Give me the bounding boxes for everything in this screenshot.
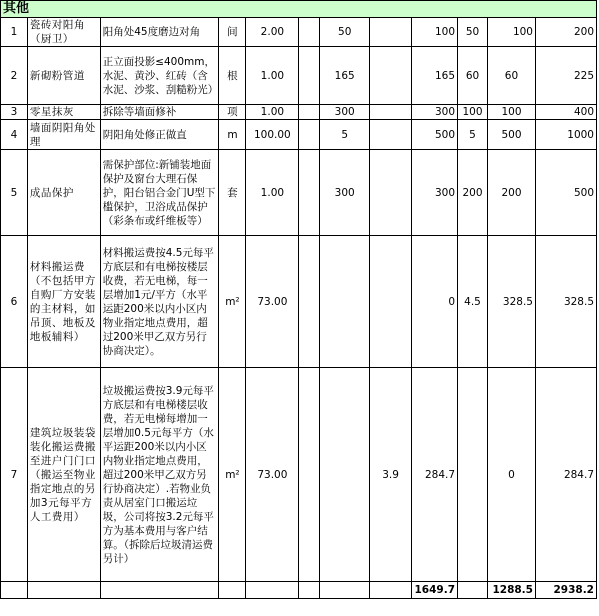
item-quantity: 73.00 — [246, 236, 299, 368]
item-quantity: 1.00 — [246, 150, 299, 236]
item-unit: 项 — [219, 105, 246, 120]
item-name: 瓷砖对阳角（厨卫） — [27, 18, 100, 47]
cell — [458, 368, 488, 582]
item-description: 拆除等墙面修补 — [100, 105, 219, 120]
table-row — [1, 120, 597, 150]
cell: 165 — [320, 47, 370, 105]
cell: 200 — [488, 150, 536, 236]
cell: 500 — [488, 120, 536, 150]
cell — [299, 47, 320, 105]
item-unit: 根 — [219, 47, 246, 105]
cell: 60 — [488, 47, 536, 105]
cell — [320, 236, 370, 368]
row-number: 3 — [1, 105, 28, 120]
table-row — [1, 18, 597, 47]
cell — [370, 120, 412, 150]
item-name: 建筑垃圾装袋装化搬运费搬至进户门门口（搬运至物业指定地点的另加3元每平方人工费用） — [27, 368, 100, 582]
row-number: 1 — [1, 18, 28, 47]
item-description: 需保护部位:新铺装地面保护及窗台大理石保护，阳台铝合金门U型下槛保护，卫浴成品保护（彩条布或纤维板等） — [100, 150, 219, 236]
cell — [299, 368, 320, 582]
row-number: 2 — [1, 47, 28, 105]
cell — [370, 47, 412, 105]
cell: 200 — [535, 18, 596, 47]
item-description: 正立面投影≤400mm，水泥、黄沙、红砖（含水泥、沙浆、刮糙粉光） — [100, 47, 219, 105]
cell — [299, 236, 320, 368]
cell: 165 — [412, 47, 458, 105]
cell — [100, 582, 219, 599]
cell — [299, 120, 320, 150]
cell: 60 — [458, 47, 488, 105]
item-name: 新砌粉管道 — [27, 47, 100, 105]
item-unit: m² — [219, 368, 246, 582]
table-row — [1, 368, 597, 582]
item-unit: m — [219, 120, 246, 150]
item-quantity: 1.00 — [246, 105, 299, 120]
cell: 300 — [412, 150, 458, 236]
cell: 200 — [458, 150, 488, 236]
row-number: 6 — [1, 236, 28, 368]
cell: 50 — [320, 18, 370, 47]
item-name: 材料搬运费（不包括甲方自购厂方安装的主材料，如吊顶、地板及地板辅料） — [27, 236, 100, 368]
table-row — [1, 47, 597, 105]
cell — [370, 105, 412, 120]
cell: 225 — [535, 47, 596, 105]
row-number: 7 — [1, 368, 28, 582]
cell: 300 — [320, 150, 370, 236]
cell — [370, 18, 412, 47]
cell: 5 — [458, 120, 488, 150]
total-cell: 1649.7 — [412, 582, 458, 599]
cell: 100 — [458, 105, 488, 120]
cell — [299, 150, 320, 236]
cell — [458, 582, 488, 599]
item-description: 阴阳角处修正做直 — [100, 120, 219, 150]
row-number: 4 — [1, 120, 28, 150]
totals-row — [1, 582, 597, 599]
row-number: 5 — [1, 150, 28, 236]
cell: 100 — [488, 105, 536, 120]
cell: 328.5 — [535, 236, 596, 368]
cell: 3.9 — [370, 368, 412, 582]
cell: 4.5 — [458, 236, 488, 368]
cell — [370, 236, 412, 368]
cell: 284.7 — [535, 368, 596, 582]
cell — [219, 582, 246, 599]
item-name: 墙面阴阳角处理 — [27, 120, 100, 150]
cell — [246, 582, 299, 599]
cell — [320, 582, 370, 599]
table-row — [1, 236, 597, 368]
cell: 0 — [412, 236, 458, 368]
cell — [320, 368, 370, 582]
cell: 284.7 — [412, 368, 458, 582]
item-description: 阳角处45度磨边对角 — [100, 18, 219, 47]
item-description: 材料搬运费按4.5元每平方底层和有电梯按楼层收费，若无电梯，每一层增加1元/平方（水平运距200米以内小区内物业指定地点费用，超过200米甲乙双方另行协商决定）。 — [100, 236, 219, 368]
item-quantity: 73.00 — [246, 368, 299, 582]
cell: 328.5 — [488, 236, 536, 368]
total-cell: 1288.5 — [488, 582, 536, 599]
total-cell: 2938.2 — [535, 582, 596, 599]
item-description: 垃圾搬运费按3.9元每平方底层和有电梯楼层收费，若无电梯每增加一层增加0.5元每平方（水平运距200米以内小区内物业指定地点费用，超过200米甲乙双方另行协商决定）.若物业负责从居室门口搬运垃圾，公司将按3.2元每平方为基本费用与客户结算。（拆除后垃圾清运费另计） — [100, 368, 219, 582]
cell: 1000 — [535, 120, 596, 150]
cell — [299, 18, 320, 47]
item-quantity: 100.00 — [246, 120, 299, 150]
cell — [1, 582, 28, 599]
cell: 500 — [412, 120, 458, 150]
cell — [370, 150, 412, 236]
item-quantity: 1.00 — [246, 47, 299, 105]
item-unit: m² — [219, 236, 246, 368]
cell: 5 — [320, 120, 370, 150]
table-row — [1, 105, 597, 120]
cell: 300 — [412, 105, 458, 120]
cell — [370, 582, 412, 599]
cell — [299, 105, 320, 120]
cell: 500 — [535, 150, 596, 236]
item-quantity: 2.00 — [246, 18, 299, 47]
cell: 0 — [488, 368, 536, 582]
item-unit: 套 — [219, 150, 246, 236]
table-row — [1, 150, 597, 236]
section-title: 其他 — [0, 0, 597, 18]
item-unit: 间 — [219, 18, 246, 47]
item-name: 零星抹灰 — [27, 105, 100, 120]
cell — [299, 582, 320, 599]
cell: 300 — [320, 105, 370, 120]
cell: 50 — [458, 18, 488, 47]
item-name: 成品保护 — [27, 150, 100, 236]
quote-table — [0, 17, 597, 599]
cell: 400 — [535, 105, 596, 120]
cell — [27, 582, 100, 599]
cell: 100 — [488, 18, 536, 47]
cell: 100 — [412, 18, 458, 47]
